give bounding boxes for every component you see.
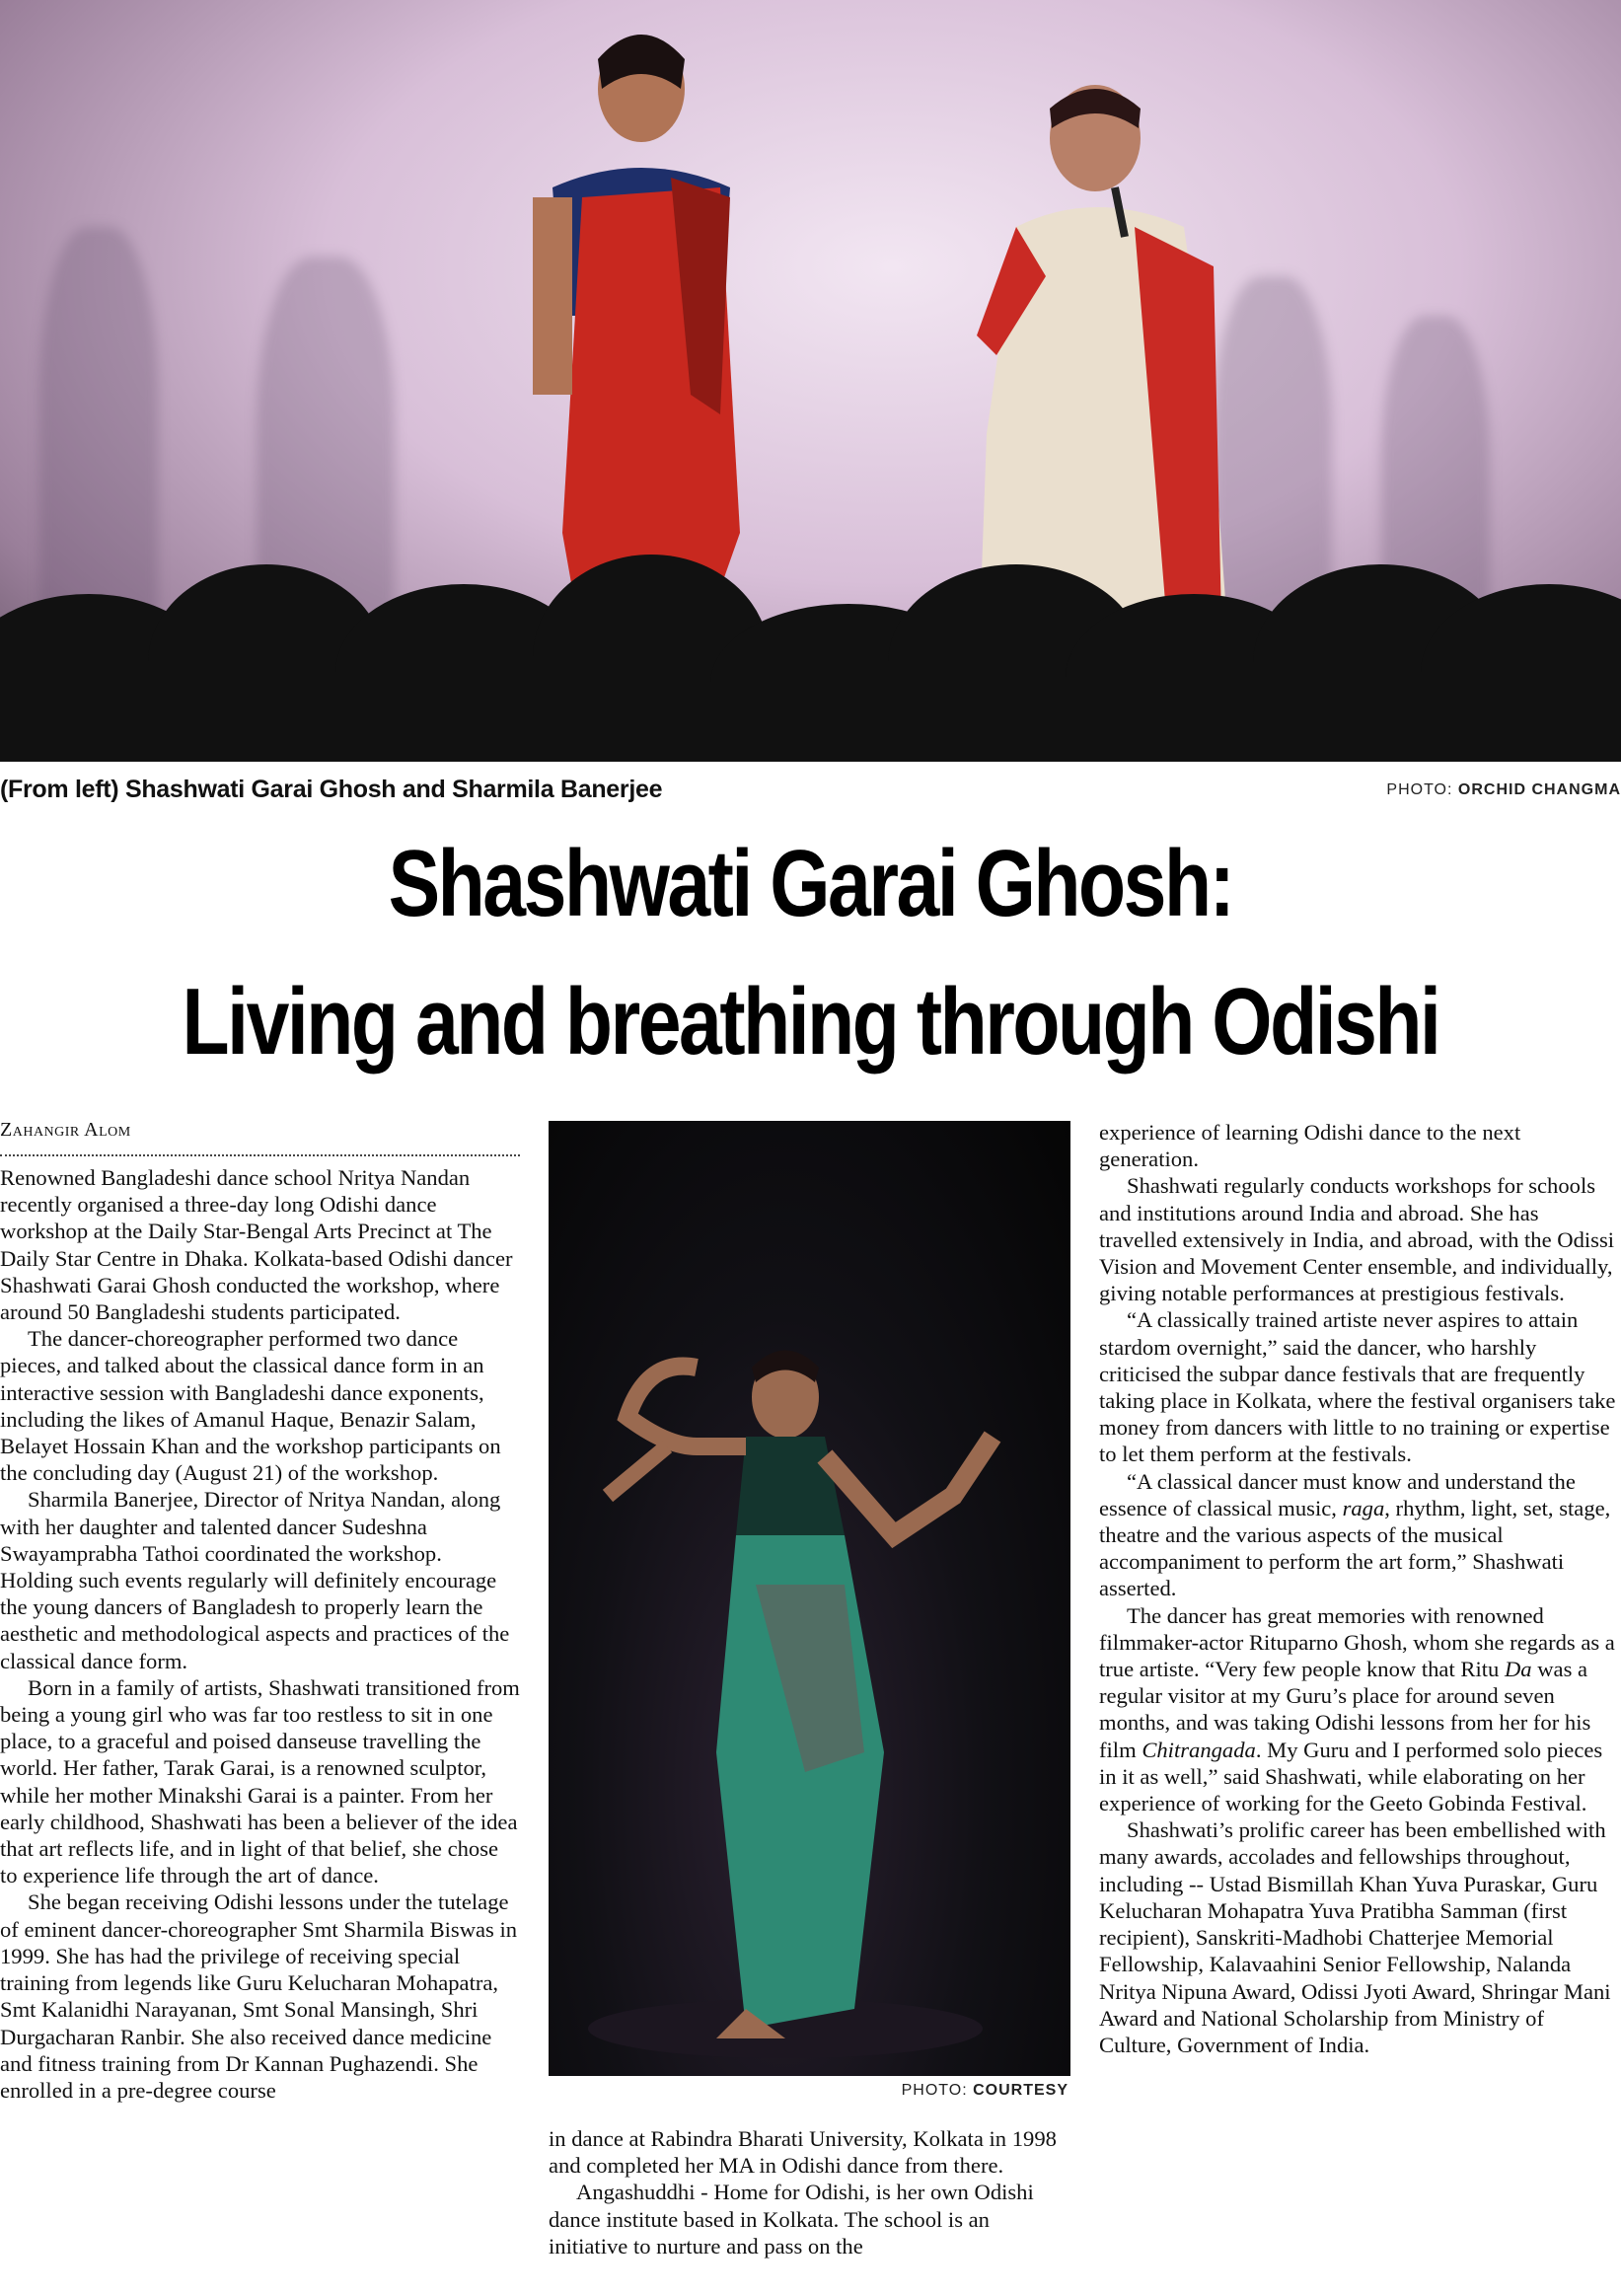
paragraph: Shashwati’s prolific career has been embellished with many awards, accolades and fellowships throughout, including -- Ustad Bismillah Khan Yuva Puraskar, Guru Kelucharan Mohapatra Yuva Pratibha Samman (first recipient), Sanskriti-Madhobi Chatterjee Memorial Fellowship, Kalavaahini Senior Fellowship, Nalanda Nritya Nipuna Award, Odissi Jyoti Award, Shringar Mani Award and National Scholarship from Ministry of Culture, Government of India. [1099,1817,1611,2057]
paragraph: Angashuddhi - Home for Odishi, is her own Odishi dance institute based in Kolkata. The school is an initiative to nurture and pass on the [549,2180,1034,2259]
article-column-2 [549,2125,1068,2259]
paragraph: She began receiving Odishi lessons under the tutelage of eminent dancer-choreographer Smt Sharmila Biswas in 1999. She has had the privilege of receiving special training from legends like Guru Kelucharan Mohapatra, Smt Kalanidhi Narayanan, Smt Sonal Mansingh, Shri Durgacharan Ranbir. She also received dance medicine and fitness training from Dr Kannan Pughazendi. She enrolled in a pre-degree course [0,1889,518,2103]
byline-divider [0,1154,520,1156]
top-photo [0,0,1621,762]
article-column-3 [1099,1119,1621,2058]
paragraph: experience of learning Odishi dance to the next generation. [1099,1120,1521,1172]
odishi-dancer-figure [549,1121,1070,2076]
paragraph: The dancer-choreographer performed two dance pieces, and talked about the classical dance form in an interactive session with Bangladeshi dance exponents, including the likes of Amanul Haque, Benazir Salam, Belayet Hossain Khan and the workshop participants on the concluding day (August 21) of the workshop. [0,1326,501,1486]
paragraph: “A classically trained artiste never aspires to attain stardom overnight,” said the dancer, who harshly criticised the subpar dance festivals that are frequently taking place in Kolkata, where the festival organisers take money from dancers with little to no training or expertise to let them perform at the festivals. [1099,1307,1616,1467]
dancer-performance-photo [549,1121,1070,2076]
byline: Zahangir Alom [0,1119,131,1141]
paragraph: in dance at Rabindra Bharati University, Kolkata in 1998 and completed her MA in Odishi dance from there. [549,2126,1057,2179]
paragraph: Shashwati regularly conducts workshops for schools and institutions around India and abroad. She has travelled extensively in India, and abroad, with the Odissi Vision and Movement Center ensemble, and individually, giving notable performances at prestigious festivals. [1099,1173,1615,1306]
paragraph: Renowned Bangladeshi dance school Nritya Nandan recently organised a three-day long Odishi dance workshop at the Daily Star-Bengal Arts Precinct at The Daily Star Centre in Dhaka. Kolkata-based Odishi dancer Shashwati Garai Ghosh conducted the workshop, where around 50 Bangladeshi students participated. [0,1165,513,1325]
paragraph: The dancer has great memories with renowned filmmaker-actor Rituparno Ghosh, whom she regards as a true artiste. “Very few people know that Ritu Da was a regular visitor at my Guru’s place for around seven months, and was taking Odishi lessons from her for his film Chitrangada. My Guru and I performed solo pieces in it as well,” said Shashwati, while elaborating on her experience of working for the Geeto Gobinda Festival. [1099,1602,1615,1816]
photo-credit: PHOTO: ORCHID CHANGMA [1386,781,1621,798]
inline-photo-credit: PHOTO: COURTESY [901,2082,1068,2099]
photo-caption: (From left) Shashwati Garai Ghosh and Sharmila Banerjee [0,776,663,803]
headline-line-1: Shashwati Garai Ghosh: [388,831,1233,936]
headline-line-2: Living and breathing through Odishi [182,969,1439,1074]
paragraph: Born in a family of artists, Shashwati transitioned from being a young girl who was far too restless to sit in one place, to a graceful and poised danseuse travelling the world. Her father, Tarak Garai, is a renowned sculptor, while her mother Minakshi Garai is a painter. From her early childhood, Shashwati has been a believer of the idea that art reflects life, and in light of that belief, she chose to experience life through the art of dance. [0,1674,520,1889]
paragraph: Sharmila Banerjee, Director of Nritya Nandan, along with her daughter and talented dancer Sudeshna Swayamprabha Tathoi coordinated the workshop. Holding such events regularly will definitely encourage the young dancers of Bangladesh to properly learn the aesthetic and methodological aspects and practices of the classical dance form. [0,1487,510,1673]
paragraph: “A classical dancer must know and understand the essence of classical music, raga, rhythm, light, set, stage, theatre and the various aspects of the musical accompaniment to perform the art form,” Shashwati asserted. [1099,1468,1611,1601]
article-column-1 [0,1164,520,2104]
